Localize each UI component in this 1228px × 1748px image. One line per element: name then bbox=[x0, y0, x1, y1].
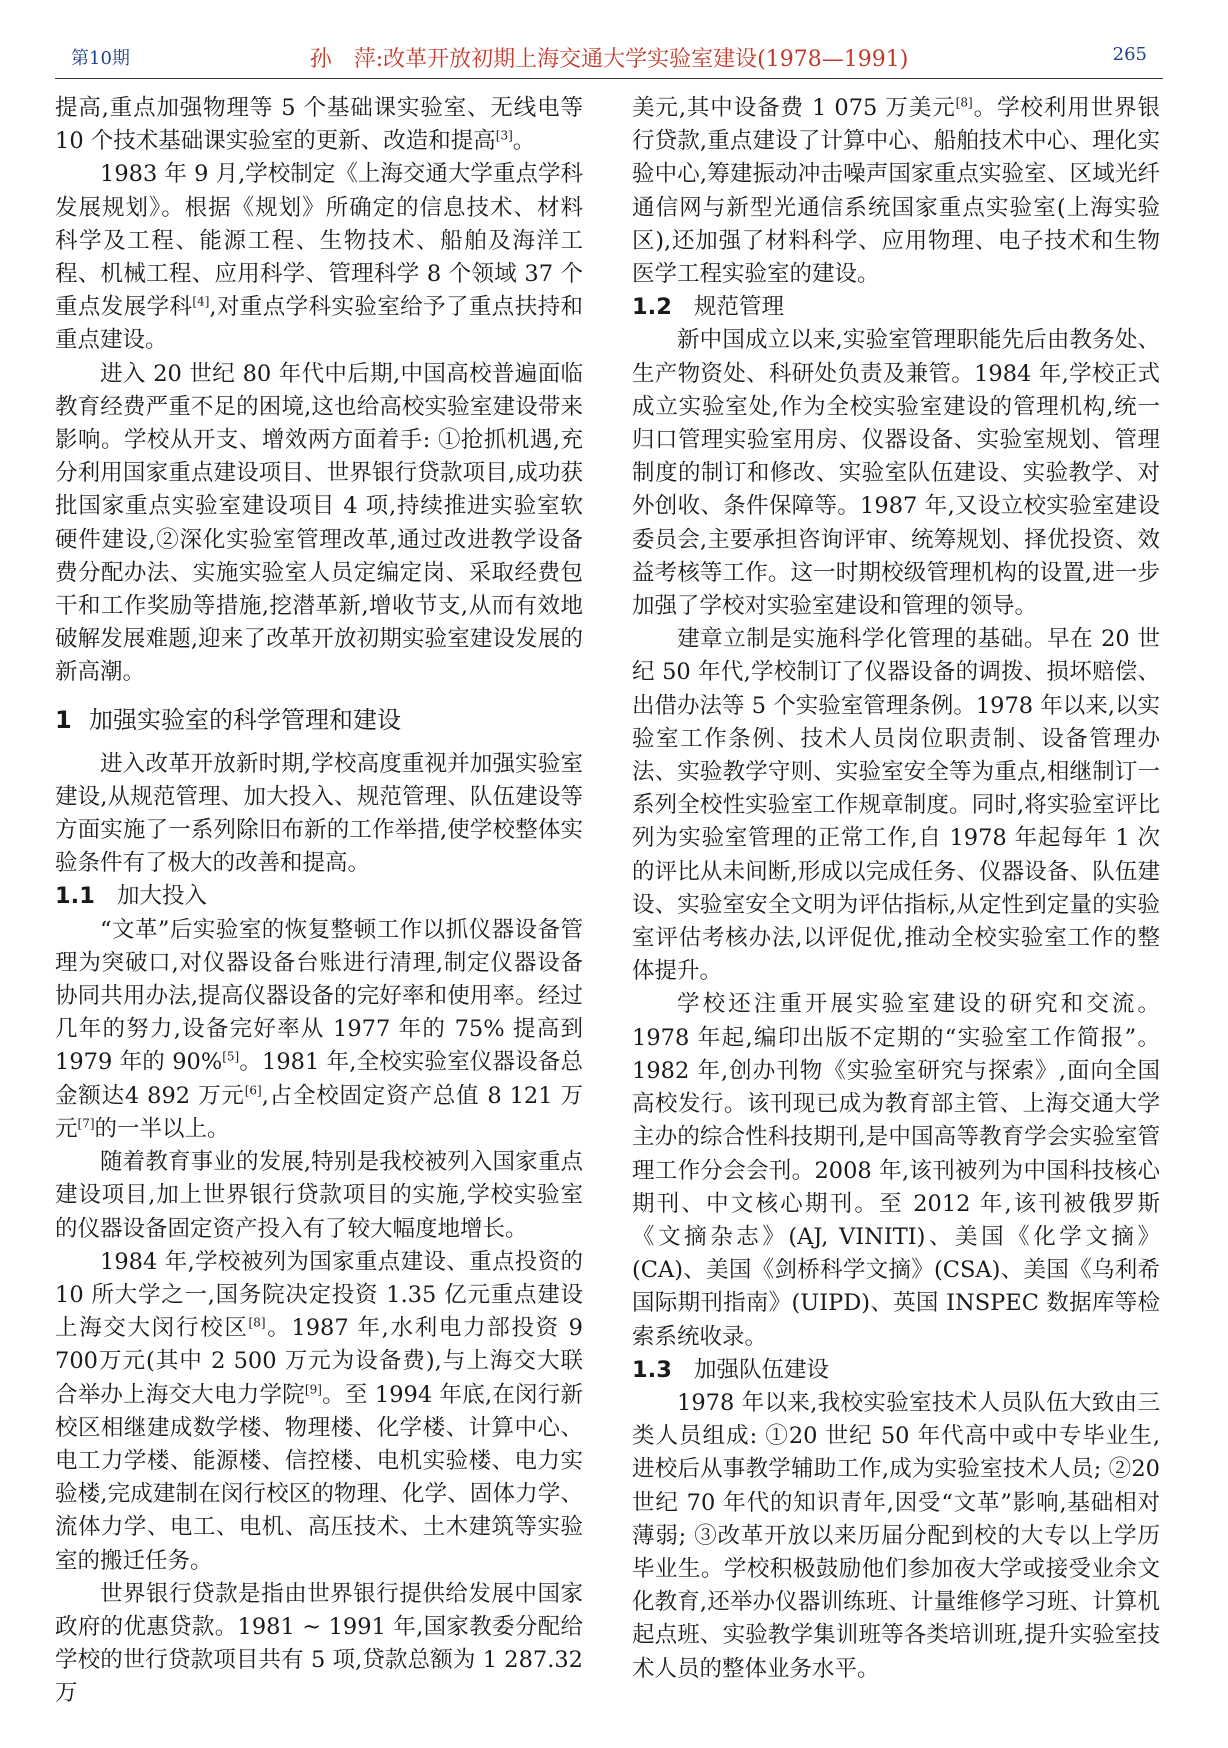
paragraph: “文革”后实验室的恢复整顿工作以抓仪器设备管理为突破口,对仪器设备台账进行清理,制定仪器设备协同共用办法,提高仪器设备的完好率和使用率。经过几年的努力,设备完好率从 1977 年的 75% 提高到 1979 年的 90%[5]。1981 年,全校实验室仪器设备总金额达4 892 万元[6],占全校固定资产总值 8 121 万元[7]的一半以上。 bbox=[55, 916, 583, 1142]
citation[interactable]: [5] bbox=[222, 1049, 240, 1064]
citation[interactable]: [3] bbox=[495, 128, 513, 143]
page-number: 265 bbox=[1112, 44, 1147, 65]
subsection-heading: 1.2 规范管理 bbox=[632, 294, 785, 321]
running-title: 孙 萍:改革开放初期上海交通大学实验室建设(1978—1991) bbox=[309, 47, 909, 72]
paragraph: 1978 年以来,我校实验室技术人员队伍大致由三类人员组成: ①20 世纪 50 年代高中或中专毕业生,进校后从事教学辅助工作,成为实验室技术人员; ②20 世纪 70 年代的知识青年,因受“文革”影响,基础相对薄弱; ③改革开放以来历届分配到校的大专以上学历毕业生。学校积极鼓励他们参加夜大学或接受业余文化教育,还举办仪器训练班、计量维修学习班、计算机起点班、实验教学集训班等各类培训班,提升实验室技术人员的整体业务水平。 bbox=[632, 1389, 1160, 1682]
paragraph: 世界银行贷款是指由世界银行提供给发展中国家政府的优惠贷款。1981 ~ 1991 年,国家教委分配给学校的世行贷款项目共有 5 项,贷款总额为 1 287.32 万 bbox=[55, 1580, 583, 1707]
citation[interactable]: [8] bbox=[248, 1315, 266, 1330]
paragraph: 随着教育事业的发展,特别是我校被列入国家重点建设项目,加上世界银行贷款项目的实施,学校实验室的仪器设备固定资产投入有了较大幅度地增长。 bbox=[55, 1149, 583, 1242]
paragraph: 新中国成立以来,实验室管理职能先后由教务处、生产物资处、科研处负责及兼管。1984 年,学校正式成立实验室处,作为全校实验室建设的管理机构,统一归口管理实验室用房、仪器设备、实验室规划、管理制度的制订和修改、实验室队伍建设、实验教学、对外创收、条件保障等。1987 年,又设立校实验室建设委员会,主要承担咨询评审、统筹规划、择优投资、效益考核等工作。这一时期校级管理机构的设置,进一步加强了学校对实验室建设和管理的领导。 bbox=[632, 327, 1160, 620]
paragraph: 提高,重点加强物理等 5 个基础课实验室、无线电等 10 个技术基础课实验室的更新、改造和提高[3]。 bbox=[55, 95, 583, 155]
subsection-heading: 1.1 加大投入 bbox=[55, 883, 208, 910]
paragraph: 美元,其中设备费 1 075 万美元[8]。学校利用世界银行贷款,重点建设了计算中心、船舶技术中心、理化实验中心,筹建振动冲击噪声国家重点实验室、区域光纤通信网与新型光通信系统国家重点实验室(上海实验区),还加强了材料科学、应用物理、电子技术和生物医学工程实验室的建设。 bbox=[632, 95, 1160, 288]
paragraph: 1984 年,学校被列为国家重点建设、重点投资的 10 所大学之一,国务院决定投资 1.35 亿元重点建设上海交大闵行校区[8]。1987 年,水利电力部投资 9 700万元(其中 2 500 万元为设备费),与上海交大联合举办上海交大电力学院[9]。至 1994 年底,在闵行新校区相继建成数学楼、物理楼、化学楼、计算中心、电工力学楼、能源楼、信控楼、电机实验楼、电力实验楼,完成建制在闵行校区的物理、化学、固体力学、流体力学、电工、电机、高压技术、土木建筑等实验室的搬迁任务。 bbox=[55, 1248, 583, 1574]
paragraph: 进入改革开放新时期,学校高度重视并加强实验室建设,从规范管理、加大投入、规范管理、队伍建设等方面实施了一系列除旧布新的工作举措,使学校整体实验条件有了极大的改善和提高。 bbox=[55, 750, 583, 877]
right-column bbox=[632, 92, 1160, 1686]
citation[interactable]: [7] bbox=[77, 1116, 95, 1131]
citation[interactable]: [8] bbox=[955, 95, 973, 110]
running-header bbox=[55, 38, 1163, 79]
paragraph: 建章立制是实施科学化管理的基础。早在 20 世纪 50 年代,学校制订了仪器设备的调拨、损坏赔偿、出借办法等 5 个实验室管理条例。1978 年以来,以实验室工作条例、技术人员岗位职责制、设备管理办法、实验教学守则、实验室安全等为重点,相继制订一系列全校性实验室工作规章制度。同时,将实验室评比列为实验室管理的正常工作,自 1978 年起每年 1 次的评比从未间断,形成以完成任务、仪器设备、队伍建设、实验室安全文明为评估指标,从定性到定量的实验室评估考核办法,以评促优,推动全校实验室工作的整体提升。 bbox=[632, 626, 1160, 985]
section-heading: 1 加强实验室的科学管理和建设 bbox=[55, 705, 401, 734]
paragraph: 进入 20 世纪 80 年代中后期,中国高校普遍面临教育经费严重不足的困境,这也给高校实验室建设带来影响。学校从开支、增效两方面着手: ①抢抓机遇,充分利用国家重点建设项目、世界银行贷款项目,成功获批国家重点实验室建设项目 4 项,持续推进实验室软硬件建设,②深化实验室管理改革,通过改进教学设备费分配办法、实施实验室人员定编定岗、采取经费包干和工作奖励等措施,挖潜革新,增收节支,从而有效地破解发展难题,迎来了改革开放初期实验室建设发展的新高潮。 bbox=[55, 360, 583, 686]
issue-number: 第10期 bbox=[71, 48, 130, 69]
left-column bbox=[55, 92, 583, 1711]
paragraph: 1983 年 9 月,学校制定《上海交通大学重点学科发展规划》。根据《规划》所确定的信息技术、材料科学及工程、能源工程、生物技术、船舶及海洋工程、机械工程、应用科学、管理科学 8 个领域 37 个重点发展学科[4],对重点学科实验室给予了重点扶持和重点建设。 bbox=[55, 161, 583, 354]
citation[interactable]: [6] bbox=[244, 1083, 262, 1098]
paragraph: 学校还注重开展实验室建设的研究和交流。1978 年起,编印出版不定期的“实验室工作简报”。1982 年,创办刊物《实验室研究与探索》,面向全国高校发行。该刊现已成为教育部主管、上海交通大学主办的综合性科技期刊,是中国高等教育学会实验室管理工作分会会刊。2008 年,该刊被列为中国科技核心期刊、中文核心期刊。至 2012 年,该刊被俄罗斯《文摘杂志》(AJ, VINITI)、美国《化学文摘》(CA)、美国《剑桥科学文摘》(CSA)、美国《乌利希国际期刊指南》(UIPD)、英国 INSPEC 数据库等检索系统收录。 bbox=[632, 991, 1160, 1350]
citation[interactable]: [9] bbox=[304, 1382, 322, 1397]
citation[interactable]: [4] bbox=[192, 294, 210, 309]
subsection-heading: 1.3 加强队伍建设 bbox=[632, 1356, 830, 1383]
